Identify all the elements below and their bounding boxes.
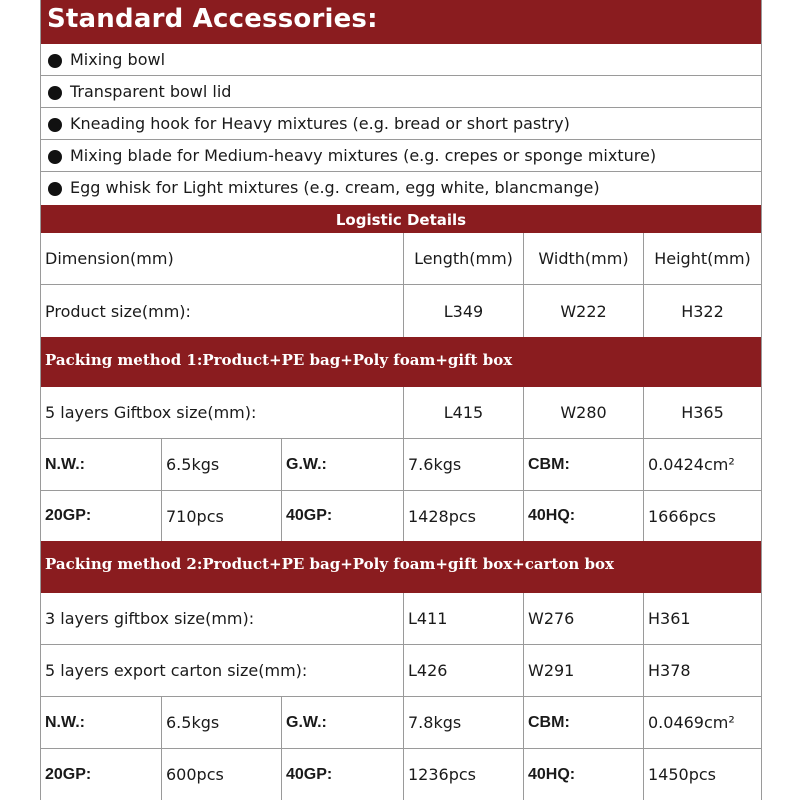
- gp20-label: 20GP:: [45, 507, 92, 524]
- dimension-label: Dimension(mm): [45, 249, 174, 268]
- hq40-label: 40HQ:: [523, 491, 643, 541]
- weights-row: [41, 697, 761, 749]
- cbm-value: 0.0469cm²: [643, 697, 761, 748]
- nw-label: N.W.:: [45, 455, 85, 473]
- packing-method-1-header: [41, 337, 761, 387]
- giftbox-size-row: [41, 387, 761, 439]
- bullet-icon: [48, 86, 62, 100]
- carton-size-row: [41, 645, 761, 697]
- giftbox-width: W280: [523, 387, 643, 438]
- dimension-row: [41, 233, 761, 285]
- carton-size-label: 5 layers export carton size(mm):: [45, 661, 308, 680]
- packing-method-2-header: [41, 541, 761, 593]
- width-header: Width(mm): [523, 233, 643, 284]
- giftbox-height: H365: [643, 387, 761, 438]
- nw-label: N.W.:: [45, 713, 85, 731]
- bullet-icon: [48, 150, 62, 164]
- carton-width: W291: [523, 645, 643, 696]
- accessory-text: Transparent bowl lid: [70, 82, 232, 101]
- gp40-value: 1236pcs: [403, 749, 523, 800]
- gw-label: G.W.:: [281, 439, 403, 490]
- nw-value: 6.5kgs: [161, 439, 281, 490]
- product-length: L349: [403, 285, 523, 337]
- product-height: H322: [643, 285, 761, 337]
- cbm-label: CBM:: [523, 439, 643, 490]
- accessory-text: Mixing bowl: [70, 50, 166, 69]
- giftbox-size-row: [41, 593, 761, 645]
- logistic-header: [41, 205, 761, 233]
- gp20-label: 20GP:: [45, 765, 92, 783]
- title-bar: [41, 0, 761, 44]
- giftbox-width: W276: [523, 593, 643, 644]
- product-size-label: Product size(mm):: [45, 301, 191, 321]
- accessory-item: [41, 76, 761, 108]
- gw-label: G.W.:: [281, 697, 403, 748]
- weights-row: [41, 439, 761, 491]
- gp20-value: 600pcs: [161, 749, 281, 800]
- carton-length: L426: [403, 645, 523, 696]
- page-title: Standard Accessories:: [47, 4, 378, 34]
- gp20-value: 710pcs: [161, 491, 281, 541]
- accessory-text: Mixing blade for Medium-heavy mixtures (e.g. crepes or sponge mixture): [70, 146, 657, 165]
- product-width: W222: [523, 285, 643, 337]
- accessory-item: [41, 172, 761, 205]
- bullet-icon: [48, 54, 62, 68]
- cbm-label: CBM:: [523, 697, 643, 748]
- gp40-value: 1428pcs: [403, 491, 523, 541]
- hq40-label: 40HQ:: [523, 749, 643, 800]
- hq40-value: 1666pcs: [643, 491, 761, 541]
- logistic-header-text: Logistic Details: [335, 211, 467, 229]
- height-header: Height(mm): [643, 233, 761, 284]
- product-size-row: [41, 285, 761, 337]
- spec-sheet: [40, 0, 762, 800]
- giftbox-size-label: 5 layers Giftbox size(mm):: [45, 403, 257, 422]
- accessory-item: [41, 108, 761, 140]
- giftbox-height: H361: [643, 593, 761, 644]
- gp40-label: 40GP:: [281, 749, 403, 800]
- bullet-icon: [48, 182, 62, 196]
- length-header: Length(mm): [403, 233, 523, 284]
- nw-value: 6.5kgs: [161, 697, 281, 748]
- cbm-value: 0.0424cm²: [643, 439, 761, 490]
- hq40-value: 1450pcs: [643, 749, 761, 800]
- giftbox-length: L415: [403, 387, 523, 438]
- containers-row: [41, 749, 761, 800]
- accessory-text: Egg whisk for Light mixtures (e.g. cream, egg white, blancmange): [70, 178, 600, 197]
- gp40-label: 40GP:: [281, 491, 403, 541]
- accessory-item: [41, 140, 761, 172]
- containers-row: [41, 491, 761, 541]
- packing-method-2-text: Packing method 2:Product+PE bag+Poly foam+gift box+carton box: [45, 555, 614, 573]
- carton-height: H378: [643, 645, 761, 696]
- bullet-icon: [48, 118, 62, 132]
- giftbox-length: L411: [403, 593, 523, 644]
- accessory-text: Kneading hook for Heavy mixtures (e.g. bread or short pastry): [70, 114, 570, 133]
- giftbox-size-label: 3 layers giftbox size(mm):: [45, 609, 255, 628]
- packing-method-1-text: Packing method 1:Product+PE bag+Poly foam+gift box: [45, 351, 513, 369]
- gw-value: 7.8kgs: [403, 697, 523, 748]
- accessory-item: [41, 44, 761, 76]
- gw-value: 7.6kgs: [403, 439, 523, 490]
